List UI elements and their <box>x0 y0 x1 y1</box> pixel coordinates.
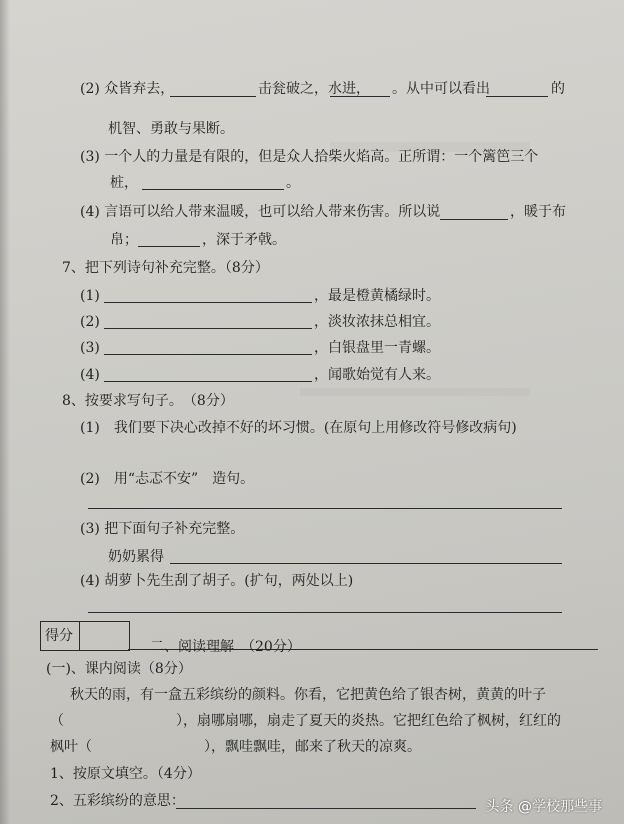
q7-item4-number: (4) <box>80 367 100 383</box>
q7-item2-tail: ，淡妆浓抹总相宜。 <box>314 314 440 330</box>
q6-item4-text-b: ，暖于布 <box>510 204 566 220</box>
passage-line-2: ），扇哪扇哪，扇走了夏天的炎热。它把红色给了枫树，红红的 <box>176 713 561 729</box>
passage-line-3: ），飘哇飘哇，邮来了秋天的凉爽。 <box>204 739 421 755</box>
q7-item2-blank[interactable] <box>104 328 312 329</box>
q6-item2-blank1[interactable] <box>170 96 256 97</box>
q7-item4-tail: ，闻歌始觉有人来。 <box>314 367 440 383</box>
q6-item2-text-c: 。从中可以看出 <box>392 81 490 97</box>
q7-item3-blank[interactable] <box>104 354 312 355</box>
q7-item3-number: (3) <box>80 340 100 356</box>
reading-question-2-blank[interactable] <box>176 808 476 809</box>
score-label: 得分 <box>45 628 73 644</box>
q8-item2-answer-line[interactable] <box>88 508 562 509</box>
q6-item3-text-c: 。 <box>286 175 300 191</box>
q8-item3-blank[interactable] <box>170 563 562 564</box>
bleed-through-mark <box>300 388 530 396</box>
q8-item1: (1) 我们要下决心改掉不好的坏习惯。(在原句上用修改符号修改病句) <box>80 420 517 436</box>
q7-item3-tail: ，白银盘里一青螺。 <box>314 340 440 356</box>
watermark: 头条 @学校那些事 <box>485 799 602 815</box>
reading-question-1: 1、按原文填空。（4分） <box>50 766 201 782</box>
q6-item2-continuation: 机智、勇敢与果断。 <box>108 121 234 137</box>
score-box <box>40 621 130 651</box>
q7-item2-number: (2) <box>80 314 100 330</box>
q8-item4: (4) 胡萝卜先生刮了胡子。(扩句，两处以上) <box>80 573 354 589</box>
q7-item1-blank[interactable] <box>104 302 312 303</box>
passage-line-1: 秋天的雨，有一盒五彩缤纷的颜料。你看，它把黄色给了银杏树，黄黄的叶子 <box>70 687 546 703</box>
q6-item4-text-c: 帛； <box>110 232 138 248</box>
q6-item3-blank[interactable] <box>142 189 284 190</box>
q8-item4-answer-line[interactable] <box>88 612 562 613</box>
q6-item4-text-d: ，深于矛戟。 <box>202 232 286 248</box>
q7-item1-tail: ，最是橙黄橘绿时。 <box>314 288 440 304</box>
section2-title: 二、阅读理解 （20分） <box>150 639 301 655</box>
q7-item1-number: (1) <box>80 288 100 304</box>
score-box-divider <box>79 622 80 650</box>
q6-item3-text-b: 桩， <box>110 175 138 191</box>
q6-item4-blank2[interactable] <box>138 246 200 247</box>
q6-item2-text-a: (2) 众皆弃去， <box>80 81 175 97</box>
q6-item4-blank1[interactable] <box>440 219 508 220</box>
q8-item3: (3) 把下面句子补充完整。 <box>80 521 245 537</box>
passage-line-2-open: （ <box>50 713 64 729</box>
q7-item4-blank[interactable] <box>104 381 312 382</box>
q6-item2-text-d: 的 <box>551 81 565 97</box>
q6-item3-text: (3) 一个人的力量是有限的，但是众人拾柴火焰高。正所谓：一个篱笆三个 <box>80 149 539 165</box>
q6-item2-blank3[interactable] <box>486 96 548 97</box>
q7-title: 7、把下列诗句补充完整。（8分） <box>62 260 269 276</box>
q6-item2-text-b: 击瓮破之，水进， <box>258 81 370 97</box>
passage-line-3-open: 枫叶（ <box>50 739 92 755</box>
q6-item2-blank2[interactable] <box>330 96 390 97</box>
reading-question-2: 2、五彩缤纷的意思： <box>50 793 185 809</box>
q8-title: 8、按要求写句子。 （8分） <box>62 393 234 409</box>
reading-subsection-title: (一)、课内阅读（8分） <box>46 661 192 677</box>
q8-item3-prompt: 奶奶累得 <box>108 549 164 565</box>
paper-edge-shadow <box>0 0 10 824</box>
q8-item2: (2) 用“忐忑不安” 造句。 <box>80 471 255 487</box>
q6-item4-text: (4) 言语可以给人带来温暖，也可以给人带来伤害。所以说 <box>80 204 441 220</box>
